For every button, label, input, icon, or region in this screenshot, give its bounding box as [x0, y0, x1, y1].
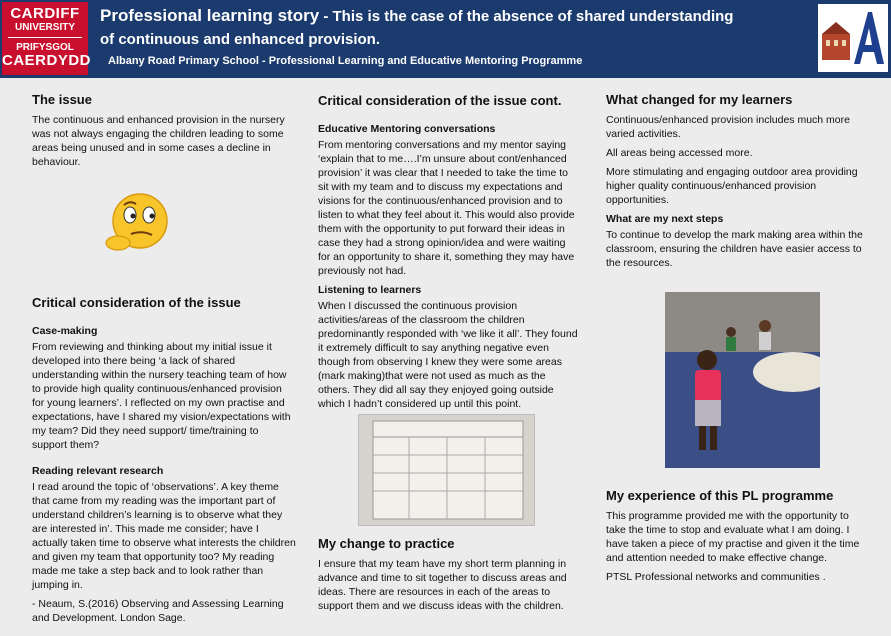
- header-banner: [0, 0, 891, 78]
- next-steps-text: To continue to develop the mark making area within the classroom, ensuring the children have easier access to the resources.: [606, 229, 863, 269]
- column-left-critical: [32, 296, 296, 630]
- listening-text: When I discussed the continuous provision activities/areas of the classroom the children predominantly responded with ‘we like it all’. They found it extremely difficult to say anything negative even though from observing I knew they were some areas (mark making)that were not used as much as the others. They did all say they enjoyed going outside which I hadn’t considered up until this point.: [318, 300, 578, 410]
- logo-line-4: CAERDYDD: [2, 52, 92, 69]
- poster-title-line2: of continuous and enhanced provision.: [100, 31, 381, 48]
- logo-line-3: PRIFYSGOL: [16, 42, 74, 53]
- next-steps-heading: What are my next steps: [606, 213, 724, 225]
- mentoring-text: From mentoring conversations and my mentor saying ‘explain that to me….I’m unsure about cont/enhanced provision’ it was clear that I needed to take the time to sit with my team and to discuss my expectations and visions for the continuous/enhanced provision and to listen to what they feel about it. This would also provide them with the opportunity to put forward their ideas in case they had a strong opinion/idea and were waiting for an opportunity to share it, something they may have previously not had.: [318, 139, 575, 277]
- listening-heading: Listening to learners: [318, 284, 422, 296]
- critical-cont-heading: Critical consideration of the issue cont.: [318, 93, 562, 108]
- research-heading: Reading relevant research: [32, 465, 164, 477]
- poster-title: [100, 6, 733, 26]
- reference-text: - Neaum, S.(2016) Observing and Assessing Learning and Development. London Sage.: [32, 598, 284, 624]
- logo-line-2: UNIVERSITY: [14, 22, 75, 33]
- logo-line-1: CARDIFF: [10, 5, 80, 22]
- albany-road-school-logo: [818, 4, 888, 72]
- case-making-heading: Case-making: [32, 325, 98, 337]
- mentoring-heading: Educative Mentoring conversations: [318, 123, 496, 135]
- cardiff-university-logo: [2, 2, 92, 75]
- issue-heading: The issue: [32, 92, 92, 107]
- column-right: [606, 93, 868, 275]
- changed-heading: What changed for my learners: [606, 92, 793, 107]
- poster-subtitle: Albany Road Primary School - Professional Learning and Educative Mentoring Programme: [108, 55, 583, 67]
- title-rest: - This is the case of the absence of shared understanding: [319, 8, 734, 25]
- changed-point-1: Continuous/enhanced provision includes much more varied activities.: [606, 114, 850, 140]
- column-middle: [318, 94, 578, 416]
- research-text: I read around the topic of ‘observations’. A key theme that came from my reading was the important part of understand children’s learning is to observe what they are interested in’. This made me consider; have I actually taken time to observe what interests the children and given my team that opportunity too? My reading made me take a step back and to look rather than jumping in.: [32, 481, 296, 591]
- changed-point-2: All areas being accessed more.: [606, 147, 753, 159]
- critical-heading: Critical consideration of the issue: [32, 295, 241, 310]
- planning-sheet-photo: [358, 414, 535, 526]
- issue-text: The continuous and enhanced provision in the nursery was not always engaging the children leading to some areas being unused and in some cases a decline in behaviour.: [32, 114, 285, 168]
- classroom-child-photo: [665, 292, 820, 468]
- change-text: I ensure that my team have my short term planning in advance and time to sit together to discuss areas and ideas. There are resources in each of the areas to support them and we discuss ideas with the children.: [318, 558, 567, 612]
- column-right-experience: [606, 489, 868, 589]
- column-middle-change: [318, 537, 578, 618]
- case-making-text: From reviewing and thinking about my initial issue it developed into there being ‘a lack of shared understanding within the nursery teaching team of how to provide high quality continuous/enhanced provision for young learners’. I reflected on my own practise and expectations, have I shared my vision/expectations with my team? Did they need support/ time/training to support them?: [32, 341, 291, 451]
- networks-text: PTSL Professional networks and communities .: [606, 571, 826, 583]
- column-left: [32, 93, 294, 174]
- changed-point-3: More stimulating and engaging outdoor area providing higher quality continuous/enhanced provision opportunities.: [606, 166, 858, 206]
- change-heading: My change to practice: [318, 536, 455, 551]
- experience-heading: My experience of this PL programme: [606, 488, 834, 503]
- thinking-emoji-icon: [100, 185, 180, 260]
- title-strong: Professional learning story: [100, 6, 320, 25]
- experience-text: This programme provided me with the opportunity to take the time to stop and evaluate what I am doing. I have taken a piece of my practise and given it the time and attention needed to make effective change.: [606, 510, 860, 564]
